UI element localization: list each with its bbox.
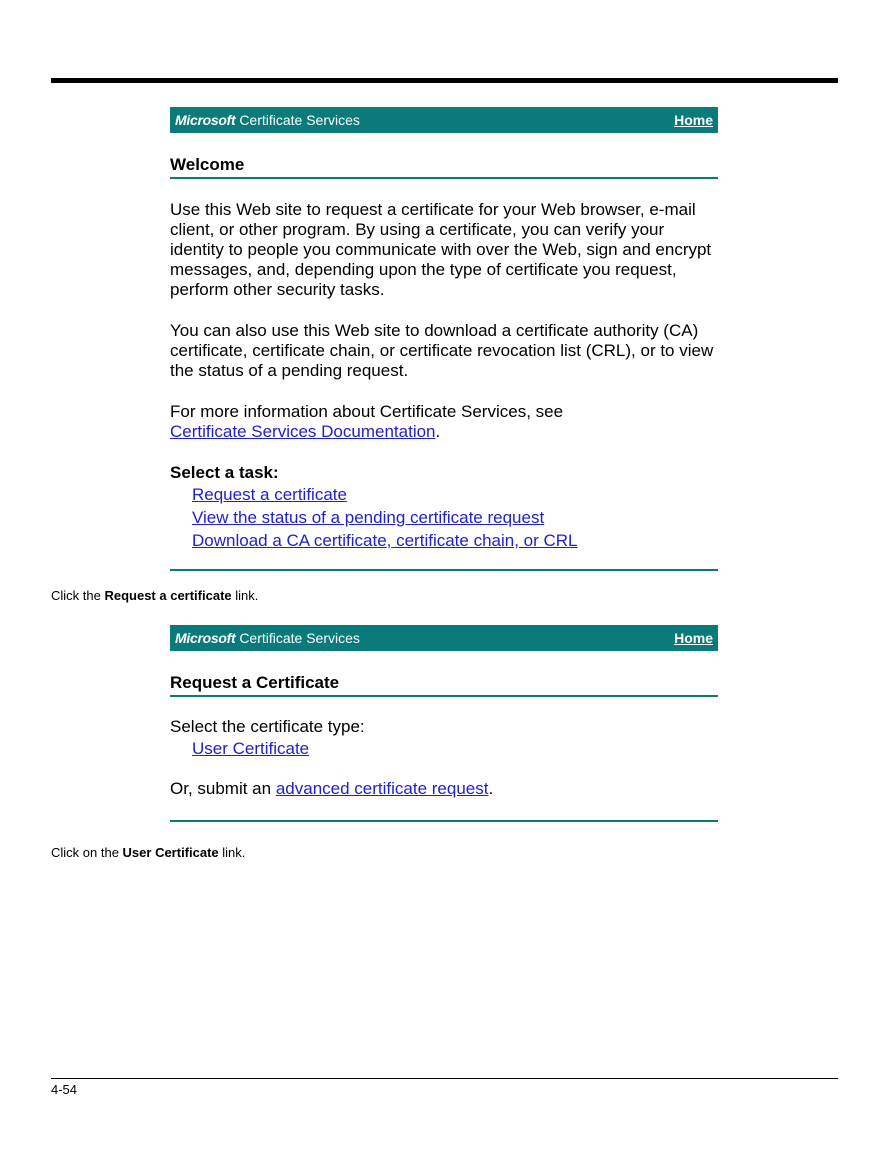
- cert-type-list: [170, 737, 718, 760]
- instruction-bold: Request a certificate: [104, 588, 232, 603]
- brand: [175, 112, 360, 128]
- panel-body: [170, 717, 718, 799]
- select-label: Select the certificate type:: [170, 717, 365, 736]
- period: .: [488, 779, 494, 798]
- advanced-request-text: [170, 779, 718, 799]
- page-title: Request a Certificate: [170, 651, 718, 697]
- ms-header-bar: [170, 107, 718, 133]
- or-text: Or, submit an: [170, 779, 276, 798]
- request-certificate-panel: [170, 625, 718, 822]
- period: .: [435, 422, 441, 441]
- welcome-panel: [170, 107, 718, 571]
- ms-header-bar: [170, 625, 718, 651]
- download-paragraph: You can also use this Web site to download a certificate authority (CA) certificate, certificate chain, or certificate revocation list (CRL), or to view the status of a pending request.: [170, 321, 714, 380]
- user-certificate-link[interactable]: User Certificate: [192, 739, 310, 758]
- more-info-text: For more information about Certificate Services, see: [170, 402, 564, 421]
- service-name: Certificate Services: [239, 112, 360, 128]
- download-ca-link[interactable]: Download a CA certificate, certificate chain, or CRL: [192, 531, 578, 550]
- instruction-2: [51, 845, 245, 860]
- instruction-text: link.: [231, 588, 259, 603]
- advanced-request-link[interactable]: advanced certificate request: [275, 779, 489, 798]
- request-certificate-link[interactable]: Request a certificate: [192, 485, 347, 504]
- intro-paragraph: Use this Web site to request a certificate for your Web browser, e-mail client, or other program. By using a certificate, you can verify your identity to people you communicate with over the Web, sign and encrypt messages, and, depending upon the type of certificate you request, perform other security tasks.: [170, 200, 712, 299]
- panel-bottom-rule: [170, 569, 718, 571]
- page-title: Welcome: [170, 133, 718, 179]
- instruction-bold: User Certificate: [122, 845, 219, 860]
- microsoft-logo: Microsoft: [175, 630, 236, 646]
- microsoft-logo: Microsoft: [175, 112, 236, 128]
- task-heading: Select a task:: [170, 463, 279, 482]
- home-link[interactable]: Home: [674, 630, 713, 646]
- view-pending-status-link[interactable]: View the status of a pending certificate request: [192, 508, 545, 527]
- panel-body: [170, 200, 718, 552]
- task-list: [170, 483, 718, 552]
- select-type-text: [170, 717, 718, 737]
- page-number: 4-54: [51, 1082, 78, 1097]
- instruction-text: link.: [218, 845, 246, 860]
- service-name: Certificate Services: [239, 630, 360, 646]
- instruction-1: [51, 588, 258, 603]
- footer-rule: [51, 1078, 838, 1079]
- home-link[interactable]: Home: [674, 112, 713, 128]
- more-info-paragraph: [170, 402, 718, 442]
- panel-bottom-rule: [170, 820, 718, 822]
- brand: [175, 630, 360, 646]
- top-rule: [51, 78, 838, 83]
- instruction-text: Click on the: [51, 845, 123, 860]
- documentation-link[interactable]: Certificate Services Documentation: [170, 422, 436, 441]
- instruction-text: Click the: [51, 588, 105, 603]
